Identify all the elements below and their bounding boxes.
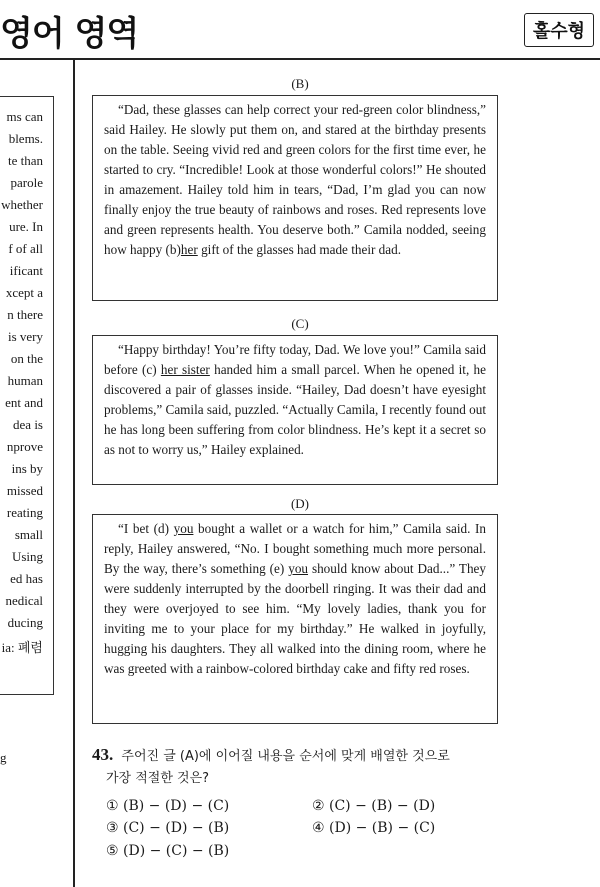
passage-d — [92, 514, 498, 724]
passage-d-label: (D) — [290, 496, 310, 511]
left-column-line: ed has — [10, 571, 43, 586]
left-column-line: parole — [10, 175, 43, 190]
question-text-line2: 가장 적절한 것은? — [106, 771, 210, 786]
exam-type-badge: 홀수형 — [524, 13, 594, 47]
left-column-line: ificant — [9, 263, 43, 278]
passage-c — [92, 335, 498, 485]
column-divider — [73, 60, 75, 887]
left-column-line: whether — [1, 197, 43, 212]
question-text-line1: 주어진 글 (A)에 이어질 내용을 순서에 맞게 배열한 것으로 — [121, 749, 450, 764]
left-column-line: human — [7, 373, 43, 388]
passage-c-text: “Happy birthday! You’re fifty today, Dad. We love you!” Camila said before (c) — [104, 342, 486, 377]
passage-d-text-end: should know about Dad...” They were suddenly interrupted by the doorbell ringing. It was their dad and they were overjoyed to see him. “My lovely ladies, thank you for inviting me to your place for my birthday.” He walked in joyfully, hugging his daughters. They all walked into the dining room, where he was greeted with a rainbow-colored birthday cake and fifty red roses. — [104, 561, 486, 676]
left-column-line: te than — [7, 153, 43, 168]
left-column-line: ms can — [6, 109, 43, 124]
left-column-line: reating — [6, 505, 43, 520]
passage-d-text: “I bet (d) — [118, 521, 169, 536]
passage-d-text-mid: bought a wallet or a watch for him,” Camila said. In reply, Hailey answered, “No. I bought something much more personal. By the way, there’s something (e) — [104, 521, 487, 576]
passage-b-text: “Dad, these glasses can help correct your red-green color blindness,” said Hailey. He slowly put them on, and stared at the birthday presents on the table. Seeing vivid red and green colors for the first time ever, he started to cry. “Incredible! Look at those wonderful colors!” He shouted in amazement. Hailey told him in tears, “Dad, I’m glad you can now finally enjoy the true beauty of rainbows and roses. Red represents love and green represents health. You deserve both.” Camila nodded, seeing how happy (b) — [104, 102, 486, 257]
left-column-line: is very — [7, 329, 43, 344]
left-column-line: dea is — [13, 417, 43, 432]
left-column-fragment: g — [0, 750, 7, 765]
choice-2[interactable]: ② (C) − (B) − (D) — [312, 798, 436, 814]
header-divider — [0, 58, 600, 60]
left-column-line: ent and — [5, 395, 43, 410]
underlined-c: her sister — [160, 362, 210, 377]
choice-5[interactable]: ⑤ (D) − (C) − (B) — [106, 843, 230, 859]
left-column-line: ducing — [7, 615, 43, 630]
question-43 — [92, 744, 502, 790]
choice-4[interactable]: ④ (D) − (B) − (C) — [312, 820, 436, 836]
underlined-d: you — [173, 521, 194, 536]
passage-b-text-end: gift of the glasses had made their dad. — [197, 242, 402, 257]
left-column-passage-box — [0, 96, 54, 695]
passage-b — [92, 95, 498, 301]
left-column-line: missed — [6, 483, 43, 498]
passage-c-text-end: handed him a small parcel. When he opened it, he discovered a pair of glasses inside. “Hailey, Dad doesn’t have eyesight problems,” Camila said, puzzled. “Actually Camila, I recently found out he has long been suffering from color blindness. He’s kept it a secret so as not to worry us,” Hailey explained. — [104, 362, 486, 457]
choice-3[interactable]: ③ (C) − (D) − (B) — [106, 820, 230, 836]
passage-c-label: (C) — [291, 316, 309, 331]
left-column-line: Using — [11, 549, 43, 564]
underlined-e: you — [288, 561, 309, 576]
underlined-b: her — [180, 242, 198, 257]
left-column-line: n there — [7, 307, 43, 322]
left-column-line: nprove — [6, 439, 43, 454]
left-column-line: nedical — [5, 593, 43, 608]
passage-b-label: (B) — [291, 76, 309, 91]
question-number: 43. — [92, 745, 114, 764]
section-title: 영어 영역 — [0, 14, 139, 54]
left-column-line: ure. In — [9, 219, 43, 234]
left-column-line: xcept a — [5, 285, 43, 300]
left-column-line: blems. — [8, 131, 43, 146]
left-column-line: ia: 폐렴 — [1, 640, 43, 655]
left-column-line: on the — [10, 351, 43, 366]
left-column-line: ins by — [11, 461, 43, 476]
left-column-line: small — [14, 527, 43, 542]
left-column-line: f of all — [8, 241, 43, 256]
choice-1[interactable]: ① (B) − (D) − (C) — [106, 798, 230, 814]
